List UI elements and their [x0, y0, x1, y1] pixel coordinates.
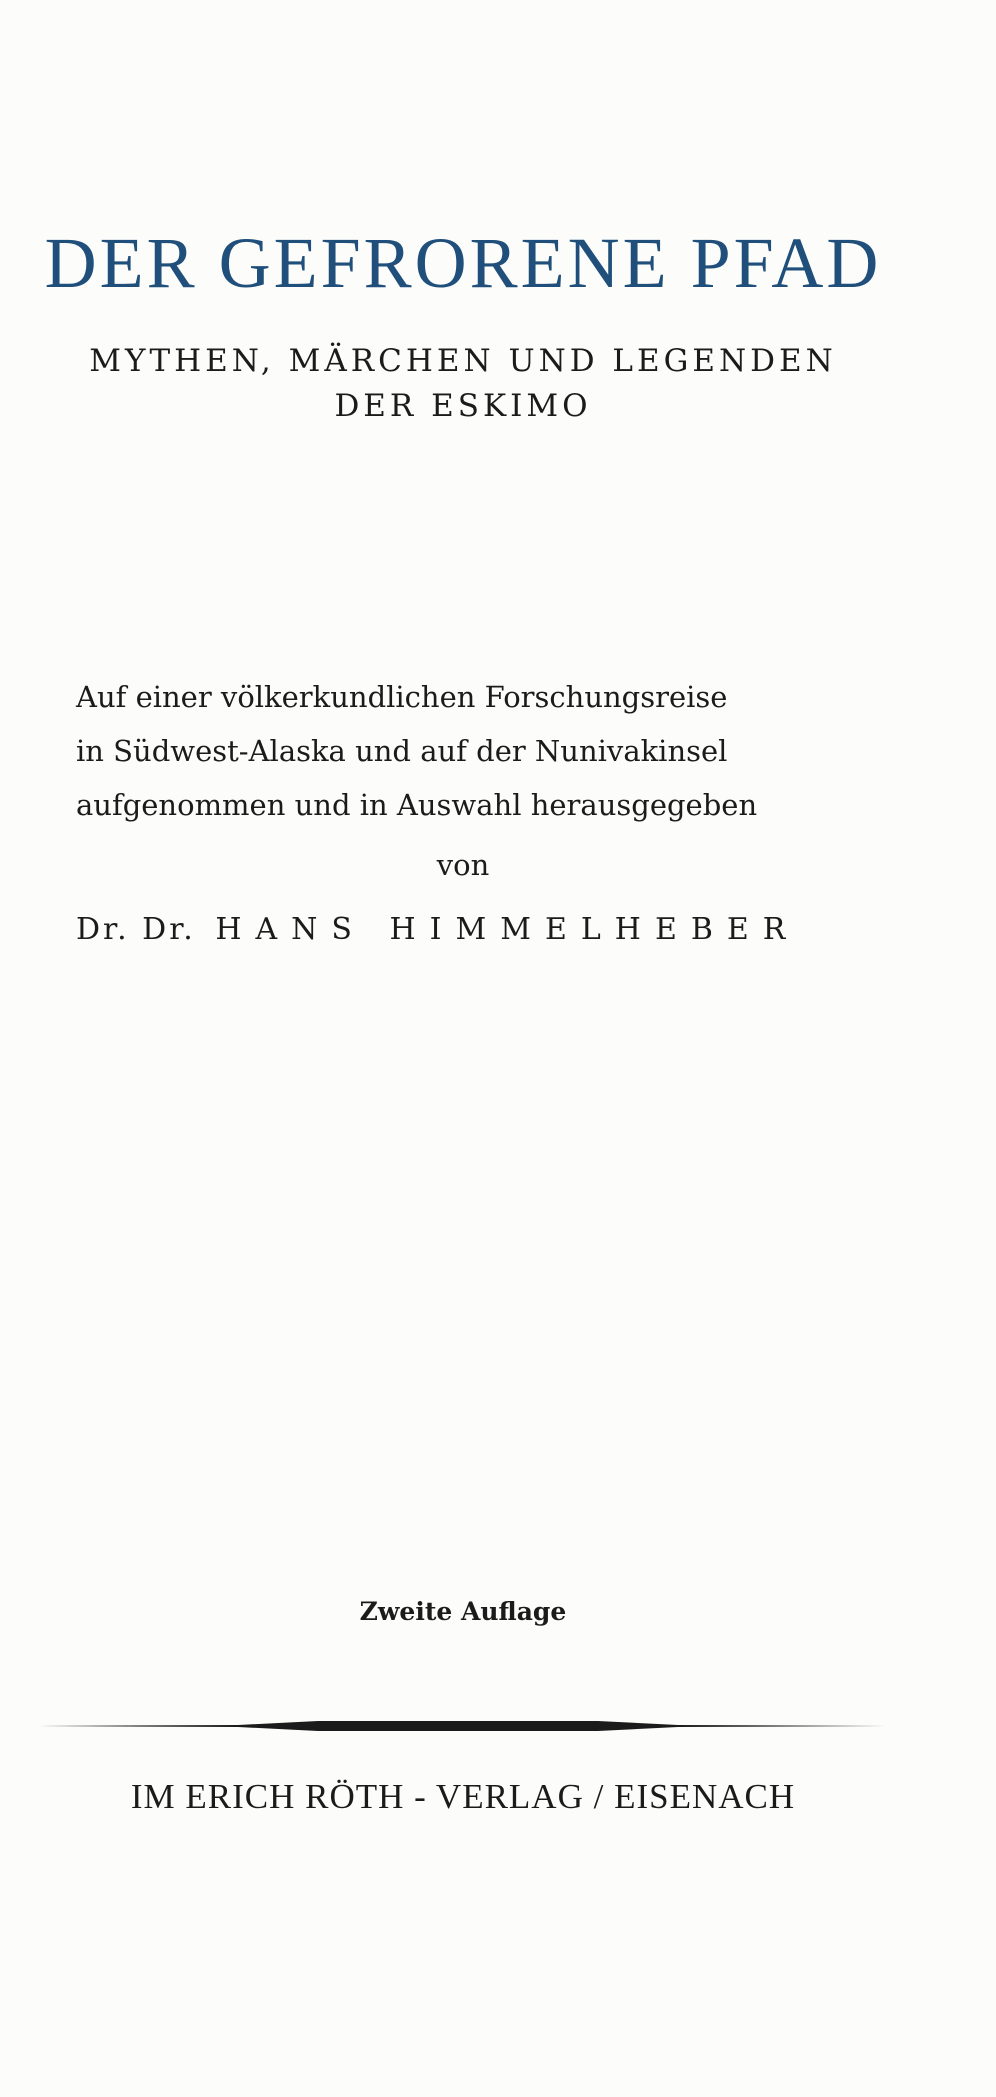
author-title: Dr. Dr. — [76, 912, 196, 947]
subtitle-line-1: MYTHEN, MÄRCHEN UND LEGENDEN — [89, 343, 837, 379]
book-title: DER GEFRORENE PFAD — [44, 223, 882, 303]
decorative-rule — [38, 1720, 886, 1732]
description-line-1: Auf einer völkerkundlichen Forschungsreise — [76, 680, 728, 714]
author-line — [76, 912, 799, 947]
author-name: HANS HIMMELHEBER — [215, 912, 800, 947]
description-line-3: aufgenommen und in Auswahl herausgegeben — [76, 788, 758, 822]
description-line-2: in Südwest-Alaska und auf der Nunivakinsel — [76, 734, 728, 768]
subtitle-line-2: DER ESKIMO — [334, 388, 592, 424]
by-line: von — [436, 848, 490, 882]
publisher-line: IM ERICH RÖTH - VERLAG / EISENACH — [130, 1777, 796, 1816]
edition-label: Zweite Auflage — [359, 1597, 567, 1626]
